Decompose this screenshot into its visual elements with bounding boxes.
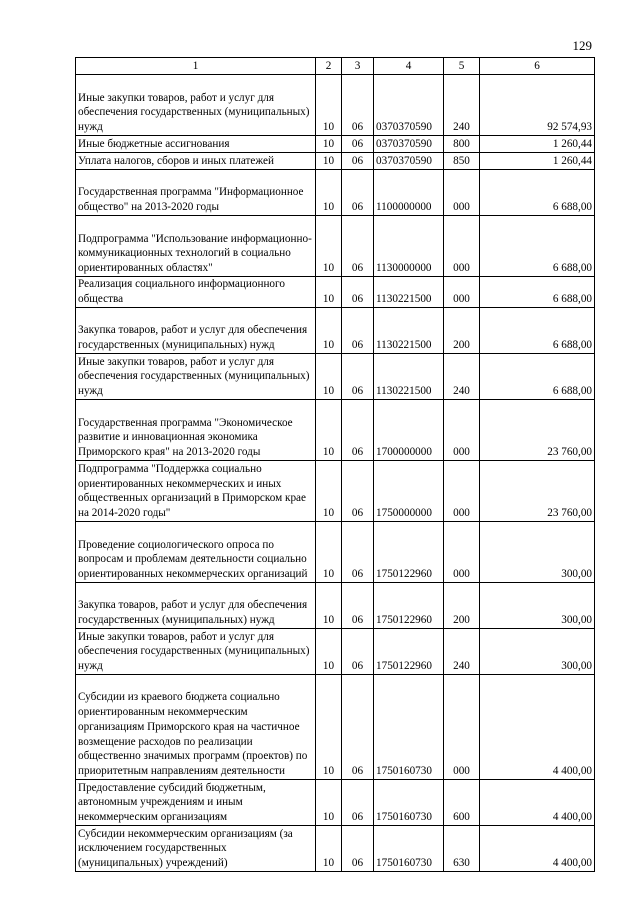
- row-amount: 4 400,00: [480, 780, 595, 826]
- row-subsection: 06: [342, 277, 374, 308]
- row-name: Закупка товаров, работ и услуг для обеспечения государственных (муниципальных) нужд: [76, 583, 316, 629]
- row-name: Предоставление субсидий бюджетным, автономным учреждениям и иным некоммерческим организациям: [76, 780, 316, 826]
- row-subsection: 06: [342, 780, 374, 826]
- row-amount: 1 260,44: [480, 153, 595, 170]
- table-row: [76, 780, 595, 826]
- row-amount: 300,00: [480, 629, 595, 675]
- row-section: 10: [316, 308, 342, 354]
- row-type: 240: [444, 629, 480, 675]
- row-code: 1700000000: [374, 400, 444, 461]
- row-name: Субсидии из краевого бюджета социально ориентированным некоммерческим организациям Приморского края на частичное возмещение расходов по реализации общественно значимых программ (проектов) по приоритетным направлениям деятельности: [76, 675, 316, 780]
- row-code: 1750000000: [374, 461, 444, 522]
- row-code: 1750160730: [374, 780, 444, 826]
- table-row: [76, 354, 595, 400]
- row-type: 240: [444, 354, 480, 400]
- table-row: [76, 170, 595, 216]
- table-body: [76, 75, 595, 872]
- row-code: 1750122960: [374, 629, 444, 675]
- row-subsection: 06: [342, 522, 374, 583]
- row-section: 10: [316, 675, 342, 780]
- row-name: Иные бюджетные ассигнования: [76, 136, 316, 153]
- row-type: 800: [444, 136, 480, 153]
- row-section: 10: [316, 354, 342, 400]
- row-name: Закупка товаров, работ и услуг для обеспечения государственных (муниципальных) нужд: [76, 308, 316, 354]
- table-row: [76, 308, 595, 354]
- row-code: 1750160730: [374, 675, 444, 780]
- row-amount: 6 688,00: [480, 216, 595, 277]
- row-type: 630: [444, 826, 480, 872]
- row-type: 600: [444, 780, 480, 826]
- row-subsection: 06: [342, 675, 374, 780]
- row-amount: 4 400,00: [480, 675, 595, 780]
- header-col-4: 4: [374, 58, 444, 75]
- row-name: Иные закупки товаров, работ и услуг для обеспечения государственных (муниципальных) нужд: [76, 75, 316, 136]
- row-name: Проведение социологического опроса по вопросам и проблемам деятельности социально ориентированных некоммерческих организаций: [76, 522, 316, 583]
- row-section: 10: [316, 170, 342, 216]
- row-section: 10: [316, 826, 342, 872]
- row-subsection: 06: [342, 308, 374, 354]
- row-section: 10: [316, 629, 342, 675]
- row-subsection: 06: [342, 461, 374, 522]
- row-type: 000: [444, 400, 480, 461]
- header-row: [76, 58, 595, 75]
- row-section: 10: [316, 461, 342, 522]
- row-code: 1130221500: [374, 354, 444, 400]
- row-name: Иные закупки товаров, работ и услуг для обеспечения государственных (муниципальных) нужд: [76, 354, 316, 400]
- row-section: 10: [316, 583, 342, 629]
- row-type: 240: [444, 75, 480, 136]
- row-code: 0370370590: [374, 153, 444, 170]
- table-row: [76, 277, 595, 308]
- row-code: 0370370590: [374, 136, 444, 153]
- row-code: 1750160730: [374, 826, 444, 872]
- row-code: 1750122960: [374, 583, 444, 629]
- row-code: 1750122960: [374, 522, 444, 583]
- row-subsection: 06: [342, 826, 374, 872]
- row-subsection: 06: [342, 170, 374, 216]
- row-amount: 300,00: [480, 522, 595, 583]
- row-amount: 6 688,00: [480, 308, 595, 354]
- row-code: 1130000000: [374, 216, 444, 277]
- table-row: [76, 522, 595, 583]
- row-type: 200: [444, 308, 480, 354]
- row-type: 000: [444, 461, 480, 522]
- row-section: 10: [316, 75, 342, 136]
- row-subsection: 06: [342, 136, 374, 153]
- row-section: 10: [316, 216, 342, 277]
- row-amount: 300,00: [480, 583, 595, 629]
- row-type: 000: [444, 277, 480, 308]
- row-section: 10: [316, 522, 342, 583]
- header-col-1: 1: [76, 58, 316, 75]
- row-name: Уплата налогов, сборов и иных платежей: [76, 153, 316, 170]
- row-amount: 23 760,00: [480, 400, 595, 461]
- row-type: 000: [444, 675, 480, 780]
- row-name: Субсидии некоммерческим организациям (за исключением государственных (муниципальных) учреждений): [76, 826, 316, 872]
- row-amount: 6 688,00: [480, 354, 595, 400]
- table-header: [76, 58, 595, 75]
- row-subsection: 06: [342, 216, 374, 277]
- header-col-5: 5: [444, 58, 480, 75]
- row-amount: 6 688,00: [480, 277, 595, 308]
- row-section: 10: [316, 136, 342, 153]
- row-name: Иные закупки товаров, работ и услуг для обеспечения государственных (муниципальных) нужд: [76, 629, 316, 675]
- table-row: [76, 675, 595, 780]
- row-name: Реализация социального информационного общества: [76, 277, 316, 308]
- row-amount: 4 400,00: [480, 826, 595, 872]
- table-row: [76, 75, 595, 136]
- row-amount: 92 574,93: [480, 75, 595, 136]
- row-subsection: 06: [342, 354, 374, 400]
- row-type: 850: [444, 153, 480, 170]
- header-col-3: 3: [342, 58, 374, 75]
- row-type: 000: [444, 522, 480, 583]
- row-type: 200: [444, 583, 480, 629]
- table-row: [76, 461, 595, 522]
- header-col-6: 6: [480, 58, 595, 75]
- row-subsection: 06: [342, 400, 374, 461]
- header-col-2: 2: [316, 58, 342, 75]
- row-section: 10: [316, 400, 342, 461]
- row-amount: 23 760,00: [480, 461, 595, 522]
- table-row: [76, 400, 595, 461]
- row-section: 10: [316, 153, 342, 170]
- row-code: 1100000000: [374, 170, 444, 216]
- row-name: Подпрограмма "Использование информационно-коммуникационных технологий в социально ориентированных областях": [76, 216, 316, 277]
- row-name: Государственная программа "Информационное общество" на 2013-2020 годы: [76, 170, 316, 216]
- table-row: [76, 826, 595, 872]
- table-row: [76, 153, 595, 170]
- row-amount: 6 688,00: [480, 170, 595, 216]
- budget-table: [75, 57, 595, 872]
- row-code: 1130221500: [374, 277, 444, 308]
- row-section: 10: [316, 780, 342, 826]
- row-code: 0370370590: [374, 75, 444, 136]
- row-type: 000: [444, 170, 480, 216]
- table-row: [76, 629, 595, 675]
- table-row: [76, 136, 595, 153]
- row-amount: 1 260,44: [480, 136, 595, 153]
- row-subsection: 06: [342, 153, 374, 170]
- table-row: [76, 583, 595, 629]
- table-row: [76, 216, 595, 277]
- row-name: Государственная программа "Экономическое развитие и инновационная экономика Приморского края" на 2013-2020 годы: [76, 400, 316, 461]
- row-section: 10: [316, 277, 342, 308]
- row-subsection: 06: [342, 75, 374, 136]
- row-subsection: 06: [342, 583, 374, 629]
- row-subsection: 06: [342, 629, 374, 675]
- row-type: 000: [444, 216, 480, 277]
- row-code: 1130221500: [374, 308, 444, 354]
- page-number: 129: [572, 38, 592, 53]
- row-name: Подпрограмма "Поддержка социально ориентированных некоммерческих и иных общественных организаций в Приморском крае на 2014-2020 годы": [76, 461, 316, 522]
